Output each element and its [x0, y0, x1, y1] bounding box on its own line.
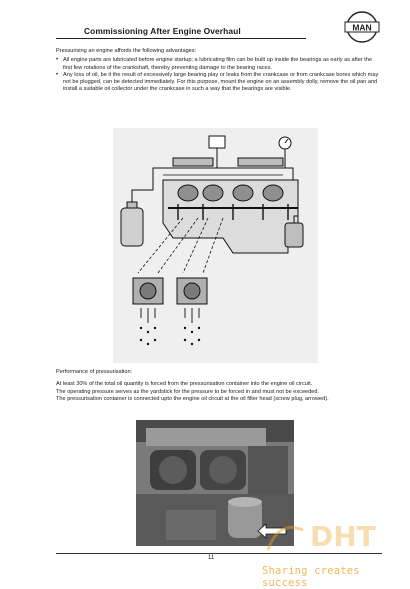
page-title: Commissioning After Engine Overhaul [84, 26, 241, 36]
advantages-list [56, 57, 382, 93]
header-divider [56, 38, 306, 39]
performance-paragraph: At least 30% of the total oil quantity is forced from the pressurisation container into the engine oil circuit. [56, 381, 313, 388]
page-header [56, 8, 386, 48]
performance-heading: Performance of pressurisation: [56, 369, 133, 375]
performance-paragraph: The pressurisation container is connected upto the engine oil circuit at the oil filter head (screw plug, arrowed). [56, 395, 329, 402]
list-item: • All engine parts are lubricated before engine startup; a lubricating film can be built up inside the bearings as early as after the first few rotations of the crankshaft, thereby preventing damage to the bearing races. [56, 57, 382, 72]
intro-paragraph: Pressurising an engine affords the following advantages: [56, 48, 197, 54]
man-logo [339, 10, 385, 44]
dht-watermark-logo [258, 510, 378, 560]
intro-section [56, 48, 382, 94]
watermark-text: Sharing creates success [262, 565, 360, 589]
logo-text: MAN [352, 22, 372, 33]
list-item: • Any loss of oil, be it the result of excessively large bearing play or leaks from the crankcase or from crankcase bores which may not be plugged, can be detected immediately. For this purpose, mount the engine on an assembly dolly, remove the oil pan and install a suitable oil collector under the crankcase in such a way that the bearings are visible. [56, 72, 382, 94]
page-number: 11 [208, 555, 215, 561]
watermark-logo-text: DHT [310, 520, 376, 553]
pressurisation-diagram [113, 128, 318, 363]
performance-section [56, 369, 382, 403]
performance-paragraph: The operating pressure serves as the yardstick for the pressure to be forced in and must not be exceeded. [56, 388, 320, 395]
